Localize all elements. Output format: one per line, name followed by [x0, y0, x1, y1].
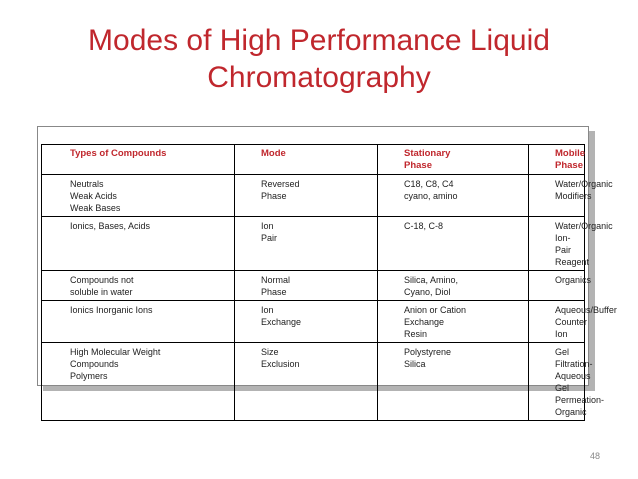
cell-mobile-phase: Gel Filtration- Aqueous Gel Permeation- Organic	[529, 343, 585, 421]
cell-compounds: Compounds not soluble in water	[42, 271, 235, 301]
header-mobile-phase: Mobile Phase	[529, 145, 585, 175]
cell-mobile-phase: Organics	[529, 271, 585, 301]
cell-mobile-phase: Water/Organic Modifiers	[529, 175, 585, 217]
cell-stationary-phase: C-18, C-8	[378, 217, 529, 271]
cell-compounds: Ionics Inorganic Ions	[42, 301, 235, 343]
header-stationary-phase: Stationary Phase	[378, 145, 529, 175]
table-row	[42, 175, 585, 217]
table-header-row	[42, 145, 585, 175]
cell-stationary-phase: C18, C8, C4 cyano, amino	[378, 175, 529, 217]
cell-mode: Ion Exchange	[235, 301, 378, 343]
slide-number: 48	[589, 451, 600, 461]
slide-title-line-2: Chromatography	[207, 61, 431, 94]
header-types-of-compounds: Types of Compounds	[42, 145, 235, 175]
cell-stationary-phase: Anion or Cation Exchange Resin	[378, 301, 529, 343]
cell-compounds: High Molecular Weight Compounds Polymers	[42, 343, 235, 421]
table-row	[42, 217, 585, 271]
table-row	[42, 301, 585, 343]
cell-mode: Normal Phase	[235, 271, 378, 301]
table-row	[42, 343, 585, 421]
hplc-modes-table	[41, 144, 617, 421]
cell-mobile-phase: Water/Organic Ion-Pair Reagent	[529, 217, 585, 271]
cell-stationary-phase: Polystyrene Silica	[378, 343, 529, 421]
cell-mobile-phase: Aqueous/Buffer Counter Ion	[529, 301, 585, 343]
cell-mode: Reversed Phase	[235, 175, 378, 217]
cell-mode: Size Exclusion	[235, 343, 378, 421]
header-mode: Mode	[235, 145, 378, 175]
cell-compounds: Ionics, Bases, Acids	[42, 217, 235, 271]
slide-title	[0, 22, 638, 96]
table-row	[42, 271, 585, 301]
cell-compounds: Neutrals Weak Acids Weak Bases	[42, 175, 235, 217]
cell-mode: Ion Pair	[235, 217, 378, 271]
cell-stationary-phase: Silica, Amino, Cyano, Diol	[378, 271, 529, 301]
table-frame	[37, 126, 617, 417]
slide-title-line-1: Modes of High Performance Liquid	[88, 24, 550, 57]
